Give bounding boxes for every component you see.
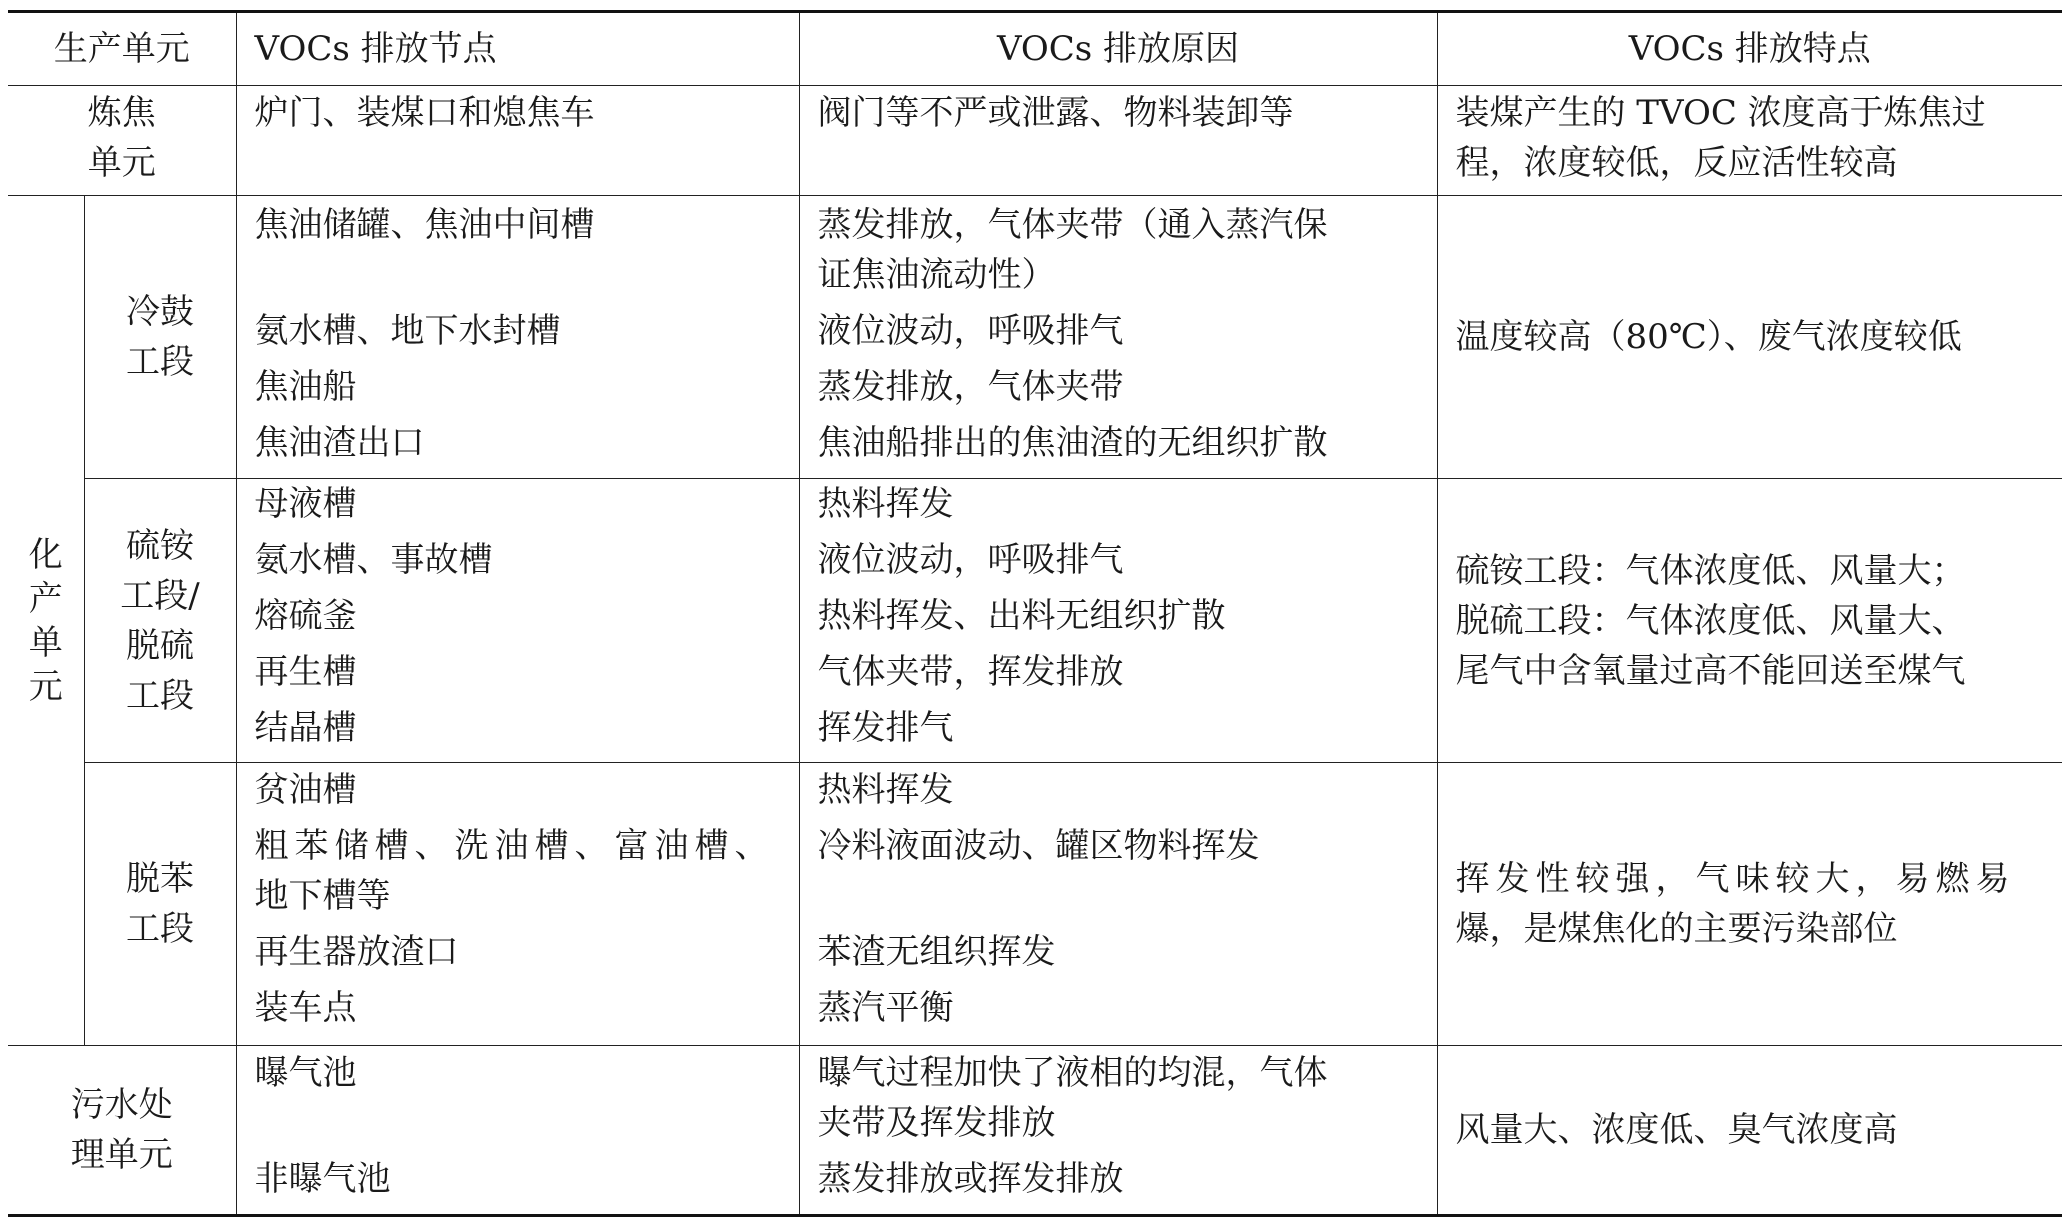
unit-coking: 炼焦 单元 [8,86,236,196]
nodes-wastewater: 曝气池 非曝气池 [236,1046,799,1216]
reasons-debenzol: 热料挥发 冷料液面波动、罐区物料挥发 苯渣无组织挥发 蒸汽平衡 [799,763,1437,1046]
header-feature: VOCs 排放特点 [1437,12,2062,86]
node-coking: 炉门、装煤口和熄焦车 [236,86,799,196]
nodes-cold-drum: 焦油储罐、焦油中间槽 氨水槽、地下水封槽 焦油船 焦油渣出口 [236,196,799,479]
header-node: VOCs 排放节点 [236,12,799,86]
table-row-ammonium-desulf [8,479,2062,763]
reason-coking: 阀门等不严或泄露、物料装卸等 [799,86,1437,196]
feature-cold-drum: 温度较高（80℃）、废气浓度较低 [1437,196,2062,479]
table-row-debenzol [8,763,2062,1046]
vocs-emission-table [8,10,2062,1217]
reasons-cold-drum: 蒸发排放，气体夹带（通入蒸汽保 证焦油流动性） 液位波动，呼吸排气 蒸发排放，气体夹带 焦油船排出的焦油渣的无组织扩散 [799,196,1437,479]
nodes-debenzol: 贫油槽 粗苯储槽、洗油槽、富油槽、 地下槽等 再生器放渣口 装车点 [236,763,799,1046]
reasons-wastewater: 曝气过程加快了液相的均混，气体 夹带及挥发排放 蒸发排放或挥发排放 [799,1046,1437,1216]
feature-debenzol: 挥发性较强，气味较大，易燃易 爆，是煤焦化的主要污染部位 [1437,763,2062,1046]
feature-wastewater: 风量大、浓度低、臭气浓度高 [1437,1046,2062,1216]
section-ammonium-desulf: 硫铵 工段/ 脱硫 工段 [84,479,236,763]
section-debenzol: 脱苯 工段 [84,763,236,1046]
header-unit: 生产单元 [8,12,236,86]
header-reason: VOCs 排放原因 [799,12,1437,86]
section-cold-drum: 冷鼓 工段 [84,196,236,479]
nodes-ammonium-desulf: 母液槽 氨水槽、事故槽 熔硫釜 再生槽 结晶槽 [236,479,799,763]
table-header-row [8,12,2062,86]
feature-ammonium-desulf: 硫铵工段：气体浓度低、风量大； 脱硫工段：气体浓度低、风量大、 尾气中含氧量过高不能回送至煤气 [1437,479,2062,763]
unit-chemical: 化 产 单 元 [8,196,84,1046]
table-row-cold-drum [8,196,2062,479]
table-row-coking [8,86,2062,196]
reasons-ammonium-desulf: 热料挥发 液位波动，呼吸排气 热料挥发、出料无组织扩散 气体夹带，挥发排放 挥发排气 [799,479,1437,763]
feature-coking: 装煤产生的 TVOC 浓度高于炼焦过 程，浓度较低，反应活性较高 [1437,86,2062,196]
table-row-wastewater [8,1046,2062,1216]
unit-wastewater: 污水处 理单元 [8,1046,236,1216]
